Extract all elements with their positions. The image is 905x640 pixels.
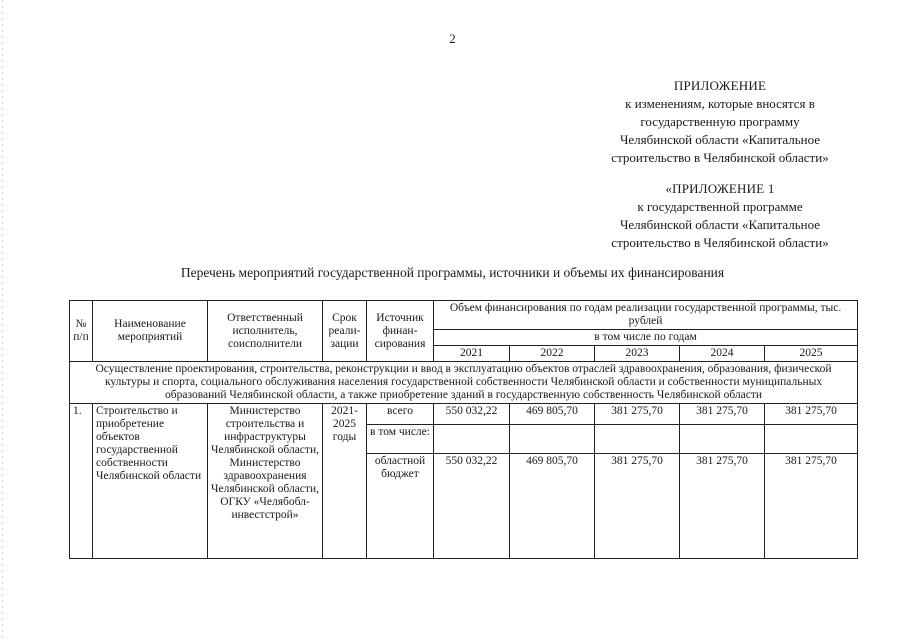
header-year: 2021: [434, 346, 510, 362]
appendix-1-header: [570, 180, 870, 252]
value-cell: [765, 425, 858, 454]
value-cell: 381 275,70: [595, 404, 680, 425]
appendix-1-line: Челябинской области «Капитальное: [619, 217, 821, 232]
section-description: Осуществление проектирования, строительства, реконструкции и ввод в эксплуатацию объектов отраслей здравоохранения, образования, физической культуры и спорта, социального обслуживания населения государственной собственности Челябинской области и собственности муниципальных образований Челябинской области, а также приобретение зданий в государственную собственность Челябинской области: [70, 362, 858, 404]
value-cell: [680, 425, 765, 454]
header-by-years: в том числе по годам: [434, 330, 858, 346]
source-label: областной бюджет: [367, 454, 434, 559]
appendix-header-title: ПРИЛОЖЕНИЕ: [673, 78, 767, 93]
value-cell: 381 275,70: [680, 404, 765, 425]
value-cell: 381 275,70: [765, 404, 858, 425]
appendix-header-line: Челябинской области «Капитальное: [619, 132, 821, 147]
list-title: Перечень мероприятий государственной программы, источники и объемы их финансирования: [180, 265, 725, 280]
appendix-header-line: строительство в Челябинской области»: [611, 150, 829, 165]
header-name: Наименование мероприятий: [93, 301, 208, 362]
page-number: 2: [449, 31, 456, 46]
source-label: всего: [367, 404, 434, 425]
header-year: 2022: [510, 346, 595, 362]
header-year: 2023: [595, 346, 680, 362]
section-row: [70, 362, 858, 404]
value-cell: 469 805,70: [510, 454, 595, 559]
value-cell: [434, 425, 510, 454]
value-cell: 550 032,22: [434, 404, 510, 425]
appendix-header-line: государственную программу: [640, 114, 800, 129]
appendix-header-line: к изменениям, которые вносятся в: [625, 96, 815, 111]
value-cell: 550 032,22: [434, 454, 510, 559]
value-cell: 381 275,70: [680, 454, 765, 559]
financing-table: [69, 300, 858, 559]
value-cell: 381 275,70: [595, 454, 680, 559]
appendix-1-line: к государственной программе: [637, 199, 803, 214]
appendix-header: [570, 77, 870, 167]
header-year: 2025: [765, 346, 858, 362]
value-cell: 469 805,70: [510, 404, 595, 425]
header-volume: Объем финансирования по годам реализации государственной программы, тыс. рублей: [434, 301, 858, 330]
value-cell: [510, 425, 595, 454]
value-cell: 381 275,70: [765, 454, 858, 559]
table-row: [70, 404, 858, 425]
value-cell: [595, 425, 680, 454]
row-no: 1.: [70, 404, 93, 559]
scan-edge-marks: [2, 0, 3, 640]
row-executor: Министерство строительства и инфраструктуры Челябинской области, Министерство здравоохранения Челябинской области, ОГКУ «Челябобл-инвестстрой»: [208, 404, 323, 559]
row-term: 2021-2025 годы: [323, 404, 367, 559]
source-label: в том числе:: [367, 425, 434, 454]
appendix-1-line: строительство в Челябинской области»: [611, 235, 829, 250]
header-no: № п/п: [70, 301, 93, 362]
header-term: Срок реали-зации: [323, 301, 367, 362]
header-row: [70, 301, 858, 330]
header-source: Источник финан-сирования: [367, 301, 434, 362]
appendix-1-title: «ПРИЛОЖЕНИЕ 1: [665, 181, 775, 196]
row-name: Строительство и приобретение объектов государственной собственности Челябинской области: [93, 404, 208, 559]
header-executor: Ответственный исполнитель, соисполнители: [208, 301, 323, 362]
header-year: 2024: [680, 346, 765, 362]
